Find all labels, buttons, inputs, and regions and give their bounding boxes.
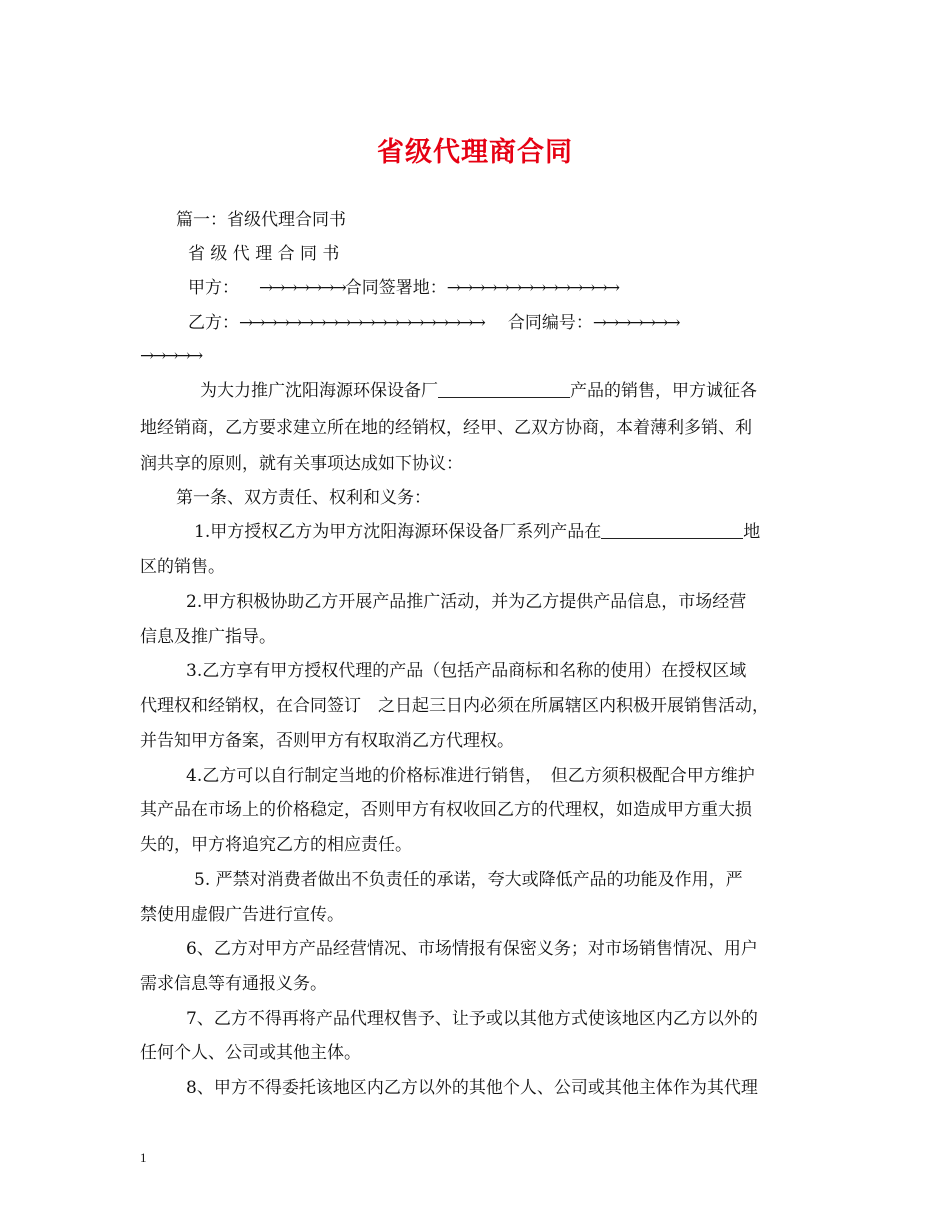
item-8-line-1: 8、甲方不得委托该地区内乙方以外的其他个人、公司或其他主体作为其代理 xyxy=(186,1078,758,1098)
intro-text-a: 为大力推广沈阳海源环保设备厂 xyxy=(200,381,438,401)
signing-place-fill: →→→→→→→→→→→→→→ xyxy=(446,278,619,298)
contract-name: 省 级 代 理 合 同 书 xyxy=(188,244,340,264)
item-3-line-2: 代理权和经销权，在合同签订 之日起三日内必须在所属辖区内积极开展销售活动， xyxy=(140,696,769,716)
intro-line-2: 地经销商，乙方要求建立所在地的经销权，经甲、乙双方协商，本着薄利多销、利 xyxy=(140,418,752,438)
party-b-fill: →→→→→→→→→→→→→→→→→→→→ xyxy=(239,313,484,333)
intro-line-1 xyxy=(200,379,890,403)
contract-number-fill-continued xyxy=(140,344,830,368)
item-5-line-1: 5. 严禁对消费者做出不负责任的承诺，夸大或降低产品的功能及作用，严 xyxy=(194,870,743,890)
party-b-label: 乙方： xyxy=(188,313,239,333)
item-1-text-b: 地 xyxy=(743,522,761,542)
item-2-line-1: 2.甲方积极协助乙方开展产品推广活动，并为乙方提供产品信息，市场经营 xyxy=(186,592,747,612)
item-7-line-2: 任何个人、公司或其他主体。 xyxy=(140,1043,361,1063)
item-5-line-2: 禁使用虚假广告进行宣传。 xyxy=(140,905,344,925)
page-number: 1 xyxy=(140,1150,147,1165)
item-4-line-3: 失的，甲方将追究乙方的相应责任。 xyxy=(140,835,412,855)
article-1-heading: 第一条、双方责任、权利和义务： xyxy=(176,488,431,508)
item-1-line-1 xyxy=(194,520,884,544)
contract-number-fill: →→→→→→→ xyxy=(592,313,679,333)
signing-place-label: 合同签署地： xyxy=(344,278,447,298)
region-blank xyxy=(601,522,743,539)
item-4-line-2: 其产品在市场上的价格稳定，否则甲方有权收回乙方的代理权，如造成甲方重大损 xyxy=(140,800,752,820)
item-1-line-2: 区的销售。 xyxy=(140,557,225,577)
party-a-label: 甲方： xyxy=(188,278,239,298)
item-1-text-a: 1.甲方授权乙方为甲方沈阳海源环保设备厂系列产品在 xyxy=(194,522,602,542)
item-7-line-1: 7、乙方不得再将产品代理权售予、让予或以其他方式使该地区内乙方以外的 xyxy=(186,1009,758,1029)
item-3-line-1: 3.乙方享有甲方授权代理的产品（包括产品商标和名称的使用）在授权区域 xyxy=(186,661,747,681)
contract-number-fill-cont: →→→→→ xyxy=(140,346,202,366)
item-6-line-1: 6、乙方对甲方产品经营情况、市场情报有保密义务；对市场销售情况、用户 xyxy=(186,939,758,959)
product-blank xyxy=(438,381,570,398)
item-4-line-1: 4.乙方可以自行制定当地的价格标准进行销售， 但乙方须积极配合甲方维护 xyxy=(186,766,755,786)
contract-number-label: 合同编号： xyxy=(507,313,593,333)
document-title: 省级代理商合同 xyxy=(377,137,573,168)
item-2-line-2: 信息及推广指导。 xyxy=(140,627,276,647)
intro-line-3: 润共享的原则，就有关事项达成如下协议： xyxy=(140,454,463,474)
party-a-line xyxy=(188,276,878,300)
section-heading: 篇一：省级代理合同书 xyxy=(176,210,346,230)
item-3-line-3: 并告知甲方备案，否则甲方有权取消乙方代理权。 xyxy=(140,731,514,751)
party-a-fill: →→→→→→→ xyxy=(259,278,345,298)
intro-text-b: 产品的销售，甲方诚征各 xyxy=(570,381,757,401)
item-6-line-2: 需求信息等有通报义务。 xyxy=(140,974,327,994)
party-b-line xyxy=(188,311,878,335)
